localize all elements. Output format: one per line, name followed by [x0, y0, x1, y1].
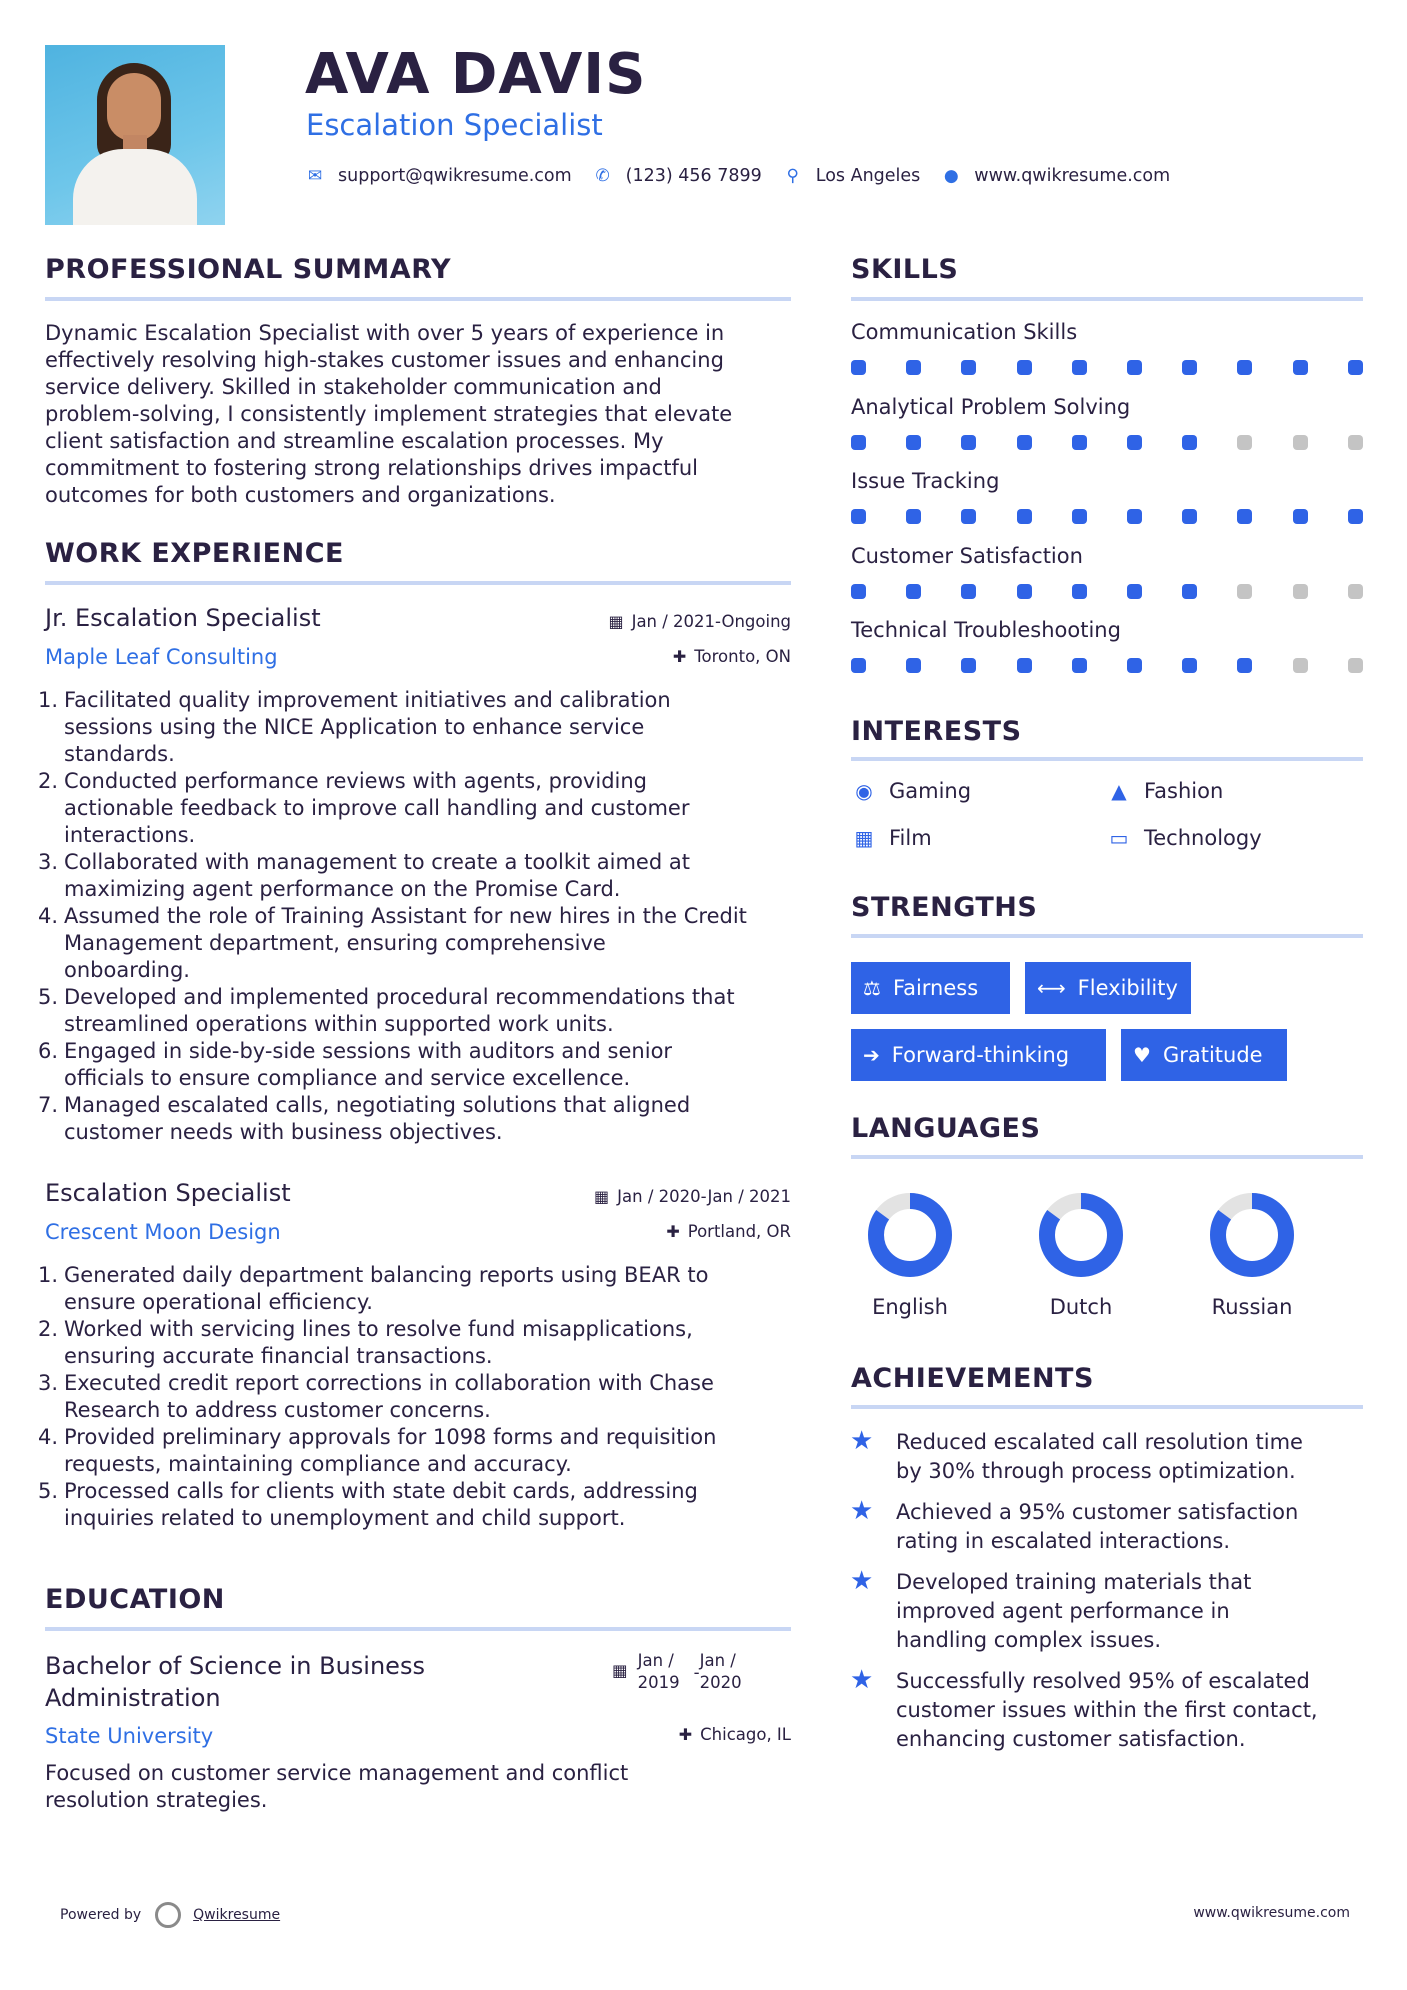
candidate-title: Escalation Specialist: [306, 108, 603, 142]
skill-rating-dot: [1017, 584, 1032, 599]
summary-divider: [45, 297, 791, 301]
skill-rating-dot: [1293, 584, 1308, 599]
qwikresume-logo-icon: [155, 1902, 181, 1928]
footer-brand-link[interactable]: Qwikresume: [193, 1907, 281, 1923]
skill-rating-dot: [906, 658, 921, 673]
skill-rating-dot: [1017, 658, 1032, 673]
contact-location: ⚲ Los Angeles: [784, 166, 921, 186]
skill-rating-dot: [1237, 584, 1252, 599]
skill-rating-dot: [1348, 509, 1363, 524]
interest-film: ▦ Film: [851, 826, 932, 850]
skill-rating-dot: [1348, 435, 1363, 450]
pushpin-icon: ✚: [678, 1725, 693, 1744]
school-name: State University: [45, 1724, 214, 1748]
list-item: 4. Assumed the role of Training Assistant for new hires in the Credit Management department, ensuring comprehensive onboarding.: [38, 904, 747, 982]
language-proficiency-ring: [1202, 1185, 1302, 1285]
profile-photo: [45, 45, 225, 225]
skill-rating-dot: [1127, 658, 1142, 673]
list-item: 2. Conducted performance reviews with agents, providing actionable feedback to improve call handling and customer interactions.: [38, 769, 690, 847]
skill-rating-dot: [961, 509, 976, 524]
achievements-heading: ACHIEVEMENTS: [851, 1363, 1094, 1394]
skill-rating-dot: [1182, 360, 1197, 375]
job-title: Jr. Escalation Specialist: [45, 604, 321, 632]
skill-rating-dot: [1182, 584, 1197, 599]
list-item: 7. Managed escalated calls, negotiating solutions that aligned customer needs with business objectives.: [38, 1093, 691, 1144]
degree-title: Bachelor of Science in Business Administration: [45, 1652, 425, 1712]
skill-rating-dot: [1182, 509, 1197, 524]
map-pin-icon: ⚲: [786, 166, 799, 186]
education-location: ✚ Chicago, IL: [678, 1725, 791, 1744]
skill-rating-dot: [1017, 509, 1032, 524]
contact-email[interactable]: ✉ support@qwikresume.com: [307, 166, 572, 186]
skill-rating-dot: [1237, 658, 1252, 673]
list-item: 1. Generated daily department balancing reports using BEAR to ensure operational efficiency.: [38, 1263, 709, 1314]
interest-gaming: ◉ Gaming: [851, 779, 971, 803]
skill-rating-dot: [961, 360, 976, 375]
languages-heading: LANGUAGES: [851, 1113, 1041, 1144]
experience-divider: [45, 581, 791, 585]
skill-rating-dot: [1293, 658, 1308, 673]
language-proficiency-ring: [860, 1185, 960, 1285]
list-item: 2. Worked with servicing lines to resolve fund misapplications, ensuring accurate financial transactions.: [38, 1317, 693, 1368]
achievements-divider: [851, 1405, 1363, 1409]
achievement-item: Reduced escalated call resolution time by 30% through process optimization.: [896, 1430, 1303, 1483]
skill-label: Analytical Problem Solving: [851, 394, 1131, 419]
skill-rating-dot: [1237, 509, 1252, 524]
job-duties-list: [38, 1262, 806, 1532]
skill-label: Issue Tracking: [851, 469, 1000, 493]
skill-rating-dot: [1182, 435, 1197, 450]
strength-chip: ♥ Gratitude: [1121, 1029, 1287, 1081]
skill-rating-dot: [1072, 584, 1087, 599]
contact-phone[interactable]: ✆ (123) 456 7899: [595, 166, 762, 186]
list-item: 5. Developed and implemented procedural recommendations that streamlined operations within supported work units.: [38, 985, 735, 1036]
calendar-icon: ▦: [608, 612, 624, 631]
skill-rating-dot: [906, 360, 921, 375]
contact-website[interactable]: ● www.qwikresume.com: [943, 166, 1171, 186]
gamepad-icon: ◉: [855, 779, 873, 803]
skill-rating-dot: [1348, 658, 1363, 673]
education-description: Focused on customer service management and conflict resolution strategies.: [45, 1761, 629, 1812]
language-label: Russian: [1211, 1295, 1293, 1319]
contact-bar: [306, 163, 1192, 189]
list-item: 6. Engaged in side-by-side sessions with auditors and senior officials to ensure compliance and service excellence.: [38, 1039, 673, 1090]
pushpin-icon: ✚: [666, 1222, 680, 1241]
job-location: ✚ Portland, OR: [666, 1222, 791, 1241]
shopping-bag-icon: ▲: [1111, 779, 1127, 803]
education-dates: ▦ Jan / 2019 - Jan / 2020: [612, 1651, 742, 1692]
job-company: Crescent Moon Design: [45, 1220, 281, 1244]
strength-chip: ➔ Forward-thinking: [851, 1029, 1106, 1081]
interests-divider: [851, 757, 1363, 761]
candidate-name: AVA DAVIS: [305, 42, 647, 107]
interests-heading: INTERESTS: [851, 716, 1022, 747]
job-title: Escalation Specialist: [45, 1179, 291, 1207]
skill-rating-dot: [1293, 509, 1308, 524]
interest-technology: ▭ Technology: [1106, 826, 1262, 850]
interest-fashion: ▲ Fashion: [1106, 779, 1223, 803]
education-heading: EDUCATION: [45, 1584, 225, 1615]
skill-rating-dot: [906, 584, 921, 599]
skill-rating-dot: [961, 435, 976, 450]
skill-rating-dot: [1072, 509, 1087, 524]
footer-powered-by: Powered by Qwikresume: [60, 1902, 280, 1928]
skills-heading: SKILLS: [851, 254, 959, 285]
laptop-icon: ▭: [1109, 826, 1129, 850]
skill-rating-dot: [1237, 360, 1252, 375]
skill-rating-dot: [906, 435, 921, 450]
achievement-item: Achieved a 95% customer satisfaction rating in escalated interactions.: [896, 1500, 1299, 1553]
skill-rating-dot: [1127, 509, 1142, 524]
strength-chip: ⚖ Fairness: [851, 962, 1010, 1014]
skill-rating-dot: [1293, 435, 1308, 450]
heart-icon: ♥: [1133, 1043, 1151, 1067]
arrows-horizontal-icon: ⟷: [1037, 976, 1066, 1000]
achievement-item: Successfully resolved 95% of escalated customer issues within the first contact, enhancing customer satisfaction.: [896, 1669, 1318, 1751]
skill-rating-dot: [851, 509, 866, 524]
film-icon: ▦: [854, 826, 874, 850]
skill-rating-dot: [1072, 360, 1087, 375]
calendar-icon: ▦: [594, 1187, 610, 1206]
globe-icon: ●: [943, 166, 959, 186]
strengths-heading: STRENGTHS: [851, 892, 1038, 923]
star-icon: ★: [850, 1426, 874, 1456]
skills-divider: [851, 297, 1363, 301]
balance-scale-icon: ⚖: [863, 976, 881, 1000]
footer-url[interactable]: www.qwikresume.com: [1193, 1905, 1350, 1921]
skill-rating-dot: [851, 360, 866, 375]
skill-rating-dot: [1017, 360, 1032, 375]
phone-icon: ✆: [595, 166, 610, 186]
envelope-icon: ✉: [307, 166, 323, 186]
skill-rating-dot: [1237, 435, 1252, 450]
calendar-icon: ▦: [612, 1661, 628, 1680]
job-location: ✚ Toronto, ON: [672, 647, 791, 666]
job-company: Maple Leaf Consulting: [45, 645, 278, 669]
skill-rating-dot: [1072, 658, 1087, 673]
skill-rating-dot: [1017, 435, 1032, 450]
skill-rating-dot: [961, 584, 976, 599]
job-dates: ▦ Jan / 2021-Ongoing: [608, 612, 791, 631]
list-item: 5. Processed calls for clients with state debit cards, addressing inquiries related to unemployment and child support.: [38, 1479, 698, 1530]
job-duties-list: [38, 687, 806, 1146]
skill-rating-dot: [1127, 584, 1142, 599]
achievement-item: Developed training materials that improved agent performance in handling complex issues.: [896, 1570, 1252, 1652]
skill-label: Customer Satisfaction: [851, 543, 1083, 568]
skill-rating-dot: [906, 509, 921, 524]
strengths-divider: [851, 934, 1363, 938]
skill-rating-dot: [1127, 360, 1142, 375]
list-item: 1. Facilitated quality improvement initiatives and calibration sessions using the NICE Application to enhance service standards.: [38, 688, 671, 766]
list-item: 4. Provided preliminary approvals for 1098 forms and requisition requests, maintaining compliance and accuracy.: [38, 1425, 717, 1476]
language-label: Dutch: [1049, 1295, 1113, 1319]
languages-divider: [851, 1155, 1363, 1159]
experience-heading: WORK EXPERIENCE: [45, 538, 344, 569]
skill-label: Communication Skills: [851, 320, 1078, 344]
summary-heading: PROFESSIONAL SUMMARY: [45, 254, 452, 285]
skill-label: Technical Troubleshooting: [851, 618, 1121, 642]
star-icon: ★: [850, 1665, 874, 1695]
strength-chip: ⟷ Flexibility: [1025, 962, 1191, 1014]
language-proficiency-ring: [1031, 1185, 1131, 1285]
skill-rating-dot: [1348, 584, 1363, 599]
arrow-right-icon: ➔: [863, 1043, 880, 1067]
skill-rating-dot: [851, 435, 866, 450]
job-dates: ▦ Jan / 2020-Jan / 2021: [594, 1187, 791, 1206]
skill-rating-dot: [1127, 435, 1142, 450]
star-icon: ★: [850, 1496, 874, 1526]
skill-rating-dot: [851, 658, 866, 673]
skill-rating-dot: [1182, 658, 1197, 673]
language-label: English: [872, 1295, 948, 1319]
summary-text: Dynamic Escalation Specialist with over 5 years of experience in effectively resolving high-stakes customer issues and enhancing service delivery. Skilled in stakeholder communication and problem-solving, I consistently implement strategies that elevate client satisfaction and streamline escalation processes. My commitment to fostering strong relationships drives impactful outcomes for both customers and organizations.: [45, 321, 733, 507]
skill-rating-dot: [961, 658, 976, 673]
skill-rating-dot: [1348, 360, 1363, 375]
star-icon: ★: [850, 1566, 874, 1596]
pushpin-icon: ✚: [672, 647, 687, 666]
education-divider: [45, 1627, 791, 1631]
skill-rating-dot: [1072, 435, 1087, 450]
list-item: 3. Collaborated with management to create a toolkit aimed at maximizing agent performance on the Promise Card.: [38, 850, 690, 901]
skill-rating-dot: [851, 584, 866, 599]
list-item: 3. Executed credit report corrections in collaboration with Chase Research to address customer concerns.: [38, 1371, 714, 1422]
skill-rating-dot: [1293, 360, 1308, 375]
